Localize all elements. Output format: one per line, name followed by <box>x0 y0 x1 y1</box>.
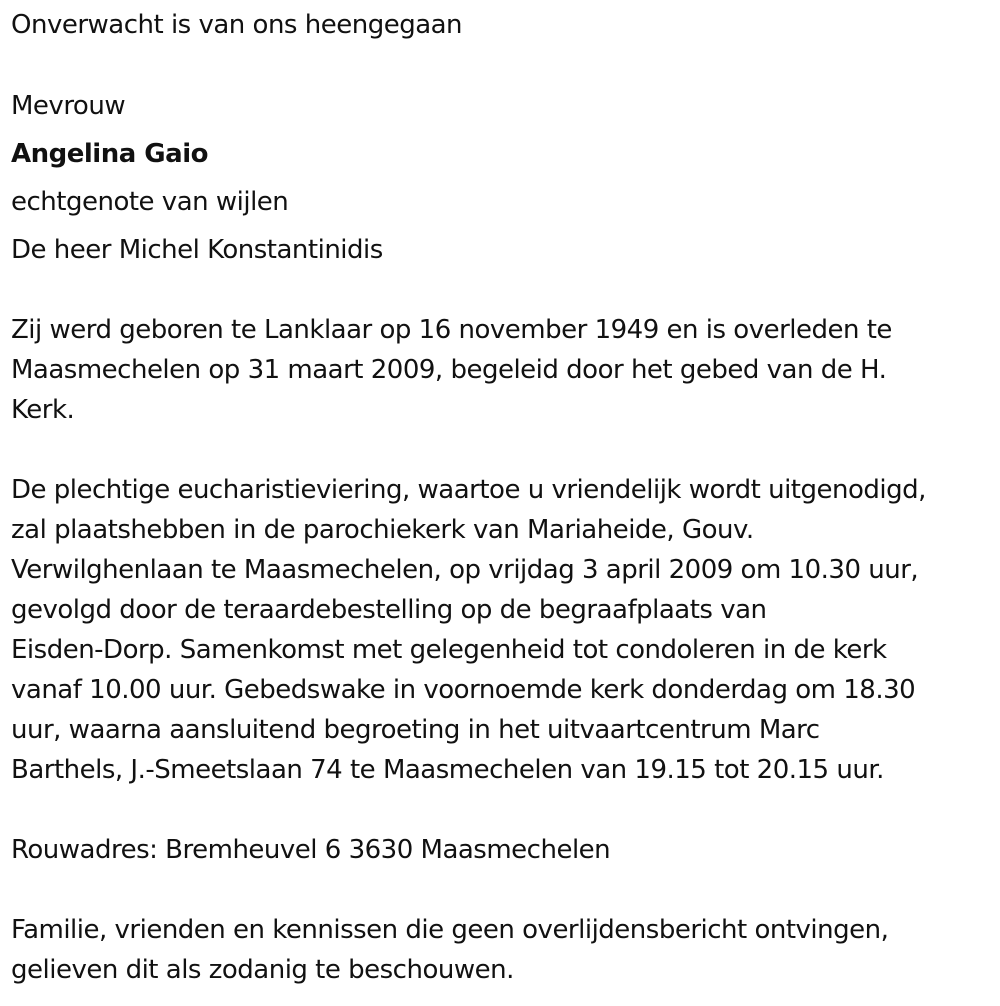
paragraph-line: Eisden-Dorp. Samenkomst met gelegenheid tot condoleren in de kerk <box>11 635 887 665</box>
paragraph-line: uur, waarna aansluitend begroeting in het uitvaartcentrum Marc <box>11 715 820 745</box>
birth-death-paragraph <box>11 310 1000 430</box>
paragraph-line: De plechtige eucharistieviering, waartoe u vriendelijk wordt uitgenodigd, <box>11 475 926 505</box>
paragraph-line: Familie, vrienden en kennissen die geen overlijdensbericht ontvingen, <box>11 915 889 945</box>
intro-line: Onverwacht is van ons heengegaan <box>11 10 463 40</box>
title-line: Mevrouw <box>11 91 126 121</box>
paragraph-line: Maasmechelen op 31 maart 2009, begeleid door het gebed van de H. <box>11 355 887 385</box>
deceased-name: Angelina Gaio <box>11 139 208 169</box>
paragraph-line: Verwilghenlaan te Maasmechelen, op vrijdag 3 april 2009 om 10.30 uur, <box>11 555 919 585</box>
mourning-address: Rouwadres: Bremheuvel 6 3630 Maasmechelen <box>11 835 611 865</box>
paragraph-line: gelieven dit als zodanig te beschouwen. <box>11 955 514 985</box>
paragraph-line: zal plaatshebben in de parochiekerk van Mariaheide, Gouv. <box>11 515 754 545</box>
relation-line: echtgenote van wijlen <box>11 187 289 217</box>
closing-paragraph <box>11 910 1000 990</box>
paragraph-line: gevolgd door de teraardebestelling op de begraafplaats van <box>11 595 767 625</box>
paragraph-line: Kerk. <box>11 395 75 425</box>
paragraph-line: Barthels, J.-Smeetslaan 74 te Maasmechelen van 19.15 tot 20.15 uur. <box>11 755 884 785</box>
paragraph-line: vanaf 10.00 uur. Gebedswake in voornoemde kerk donderdag om 18.30 <box>11 675 916 705</box>
spouse-line: De heer Michel Konstantinidis <box>11 235 383 265</box>
paragraph-line: Zij werd geboren te Lanklaar op 16 november 1949 en is overleden te <box>11 315 892 345</box>
ceremony-paragraph <box>11 470 1000 790</box>
